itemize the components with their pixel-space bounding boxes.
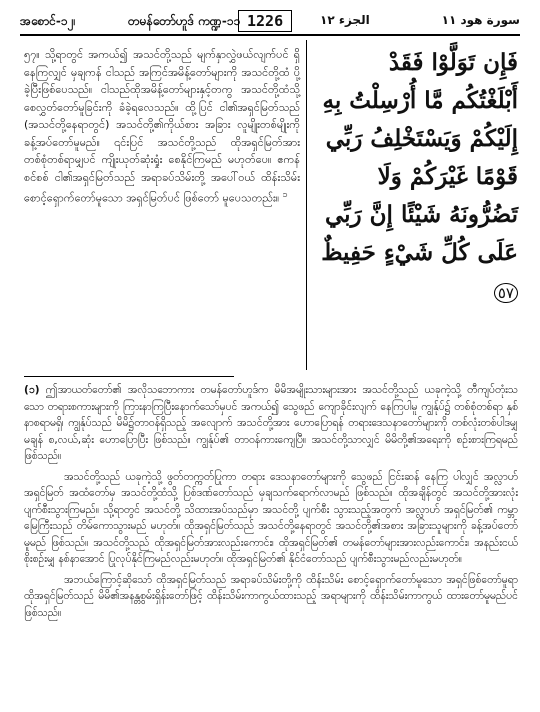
footnote-paragraph-1 [24,382,518,465]
arabic-verse [318,44,518,312]
footnote-rule [24,376,234,377]
column-divider [306,40,307,370]
page-number: 1226 [238,10,292,32]
juz-label: الجزء ١٢ [320,13,370,27]
footnote-paragraph-3: အဘယ်ကြောင့်ဆိုသော် ထိုအရှင်မြတ်သည် အရာခပ်သိမ်းတို့ကို ထိန်းသိမ်း စောင့်ရှောက်တော်မူသော အရှင်ဖြစ်တော်မူရာ ထိုအရှင်မြတ်သည် မိမိ၏အနန္တစွမ်းရှိန်းတော်ဖြင့် ထိန်းသိမ်းကာကွယ်ထားသည့် အရာများကို ထိန်းသိမ်းကာကွယ် ထားတော်မူမည်ပင် ဖြစ်သည်။ [24,573,518,619]
ayah-number: ٥٧ [494,283,518,303]
footnote-section [24,382,518,625]
surah-label: سورة هود ١١ [441,13,520,27]
book-title: တမန်တော်ဟူဒ် ကဏ္ဍ-၁၁ [128,14,241,28]
header-rule [20,34,520,36]
footnote-ref: ၁ [282,189,288,200]
footnote-mark: (၁) [24,384,40,396]
footnote-p1-text: ဤအာယတ်တော်၏ အလိုသဘောကား တမန်တော်ဟူဒ်က မိမိအမျိုးသားများအား အသင်တို့သည် ယခုကဲ့သို့ တီကျပ်တုံးသသော တရားစကားများကို ကြားနာကြပြီးနောက်သော်မှပင် အကယ်၍ သွေဖည် ကျောခိုင်းလျက် နေကြပါမူ ကျွန်ုပ်၌ တစ်စုံတစ်ရာ နှစ်နာစရာမရှိ၊ ကျွန်ုပ်သည် မိမိ၌တာဝန်ရှိသည့် အလျောက် အသင်တို့အား ဟောပြောရန် တရားဒေသနာတော်များကို တစ်လုံးတစ်ပါဒမျှ မချန် စ,လယ်,ဆုံး ဟောပြောပြီး ဖြစ်သည်။ ကျွန်ုပ်၏ တာဝန်ကားကျေပြီ။ အသင်တို့သာလျှင် မိမိတို့၏အရေးကို စဉ်းစားကြရမည် ဖြစ်သည်။ [24,384,518,462]
translation-text: သို့ရာတွင် အကယ်၍ အသင်တို့သည် မျက်နှာလွှဲဖယ်လျက်ပင် ရှိနေကြလျှင် မှချကန် ငါသည် အကြင်အမိန့်တော်များကို အသင်တို့ထံ ပို့ခဲ့ပြီးဖြစ်ပေသည်။ ငါသည်ထိုအမိန့်တော်များနှင့်တကွ အသင်တို့ထံသို့ စေလွှတ်တော်မူခြင်းကို ခံခဲ့ရလေသည်။ ထို့ပြင် ငါ၏အရှင်မြတ်သည် (အသင်တို့နေရာတွင်) အသင်တို့၏ကိုယ်စား အခြား လူမျိုးတစ်မျိုးကို ခန့်အပ်တော်မူမည်။ ၎င်းပြင် အသင်တို့သည် ထိုအရှင်မြတ်အား တစ်စုံတစ်ရာမျှပင် ကျိုးယုတ်ဆုံးရှုံး စေနိုင်ကြမည် မဟုတ်ပေ။ ဧကန်စင်စစ် ငါ၏အရှင်မြတ်သည် အရာခပ်သိမ်းတို့ အပေါ်ဝယ် ထိန်းသိမ်း စောင့်ရှောက်တော်မူသော အရှင်မြတ်ပင် ဖြစ်တော် မူပေသတည်း။ [24,48,300,205]
translation-block [24,46,300,207]
arabic-text: فَإِن تَوَلَّوْا فَقَدْ أَبْلَغْتُكُم مَّا أُرْسِلْتُ بِهِ إِلَيْكُمْ وَيَسْتَخْلِفُ رَبِّي قَوْمًا غَيْرَكُمْ وَلَا تَضُرُّونَهُ شَيْئًا إِنَّ رَبِّي عَلَى كُلِّ شَيْءٍ حَفِيظٌ [321,49,518,266]
page-header [20,10,520,32]
verse-number: ၅၇။ [24,48,40,61]
footnote-paragraph-2: အသင်တို့သည် ယခုကဲ့သို့ ဖွတ်တက္ကတ်ပြုကာ တရား ဒေသနာတော်များကို သွေဖည် ငြင်းဆန် နေကြ ပါလျှင် အလ္လာဟ် အရှင်မြတ် အထံတော်မှ အသင်တို့ထံသို့ ပြစ်ဒဏ်တော်သည် မှချသက်ရောက်လာမည် ဖြစ်သည်။ ထိုအချိန်တွင် အသင်တို့အားလုံး ပျက်စီးသွားကြမည်။ သို့ရာတွင် အသင်တို့ သိထားအပ်သည်မှာ အသင်တို့ ပျက်စီး သွားသည့်အတွက် အလ္လာဟ် အရှင်မြတ်၏ ကမ္ဘာမြေကြီးသည် တိမ်ကောသွားမည် မဟုတ်။ ထိုအရှင်မြတ်သည် အသင်တို့နေရာတွင် အသင်တို့၏အစား အခြားသူများကို ခန့်အပ်တော်မူမည် ဖြစ်သည်။ အသင်တို့သည် ထိုအရှင်မြတ်အားလည်းကောင်း၊ ထိုအရှင်မြတ်၏ တမန်တော်များအားလည်းကောင်း၊ အနည်းငယ် စိုးစဉ်းမျှ နစ်နာအောင် ပြုလုပ်နိုင်ကြမည်လည်းမဟုတ်။ ထိုအရှင်မြတ်၏ နိုင်ငံတော်သည် ပျက်စီးသွားမည်လည်းမဟုတ်။ [24,470,518,565]
chapter-label: အစောင်-၁၂၊ [20,14,76,28]
